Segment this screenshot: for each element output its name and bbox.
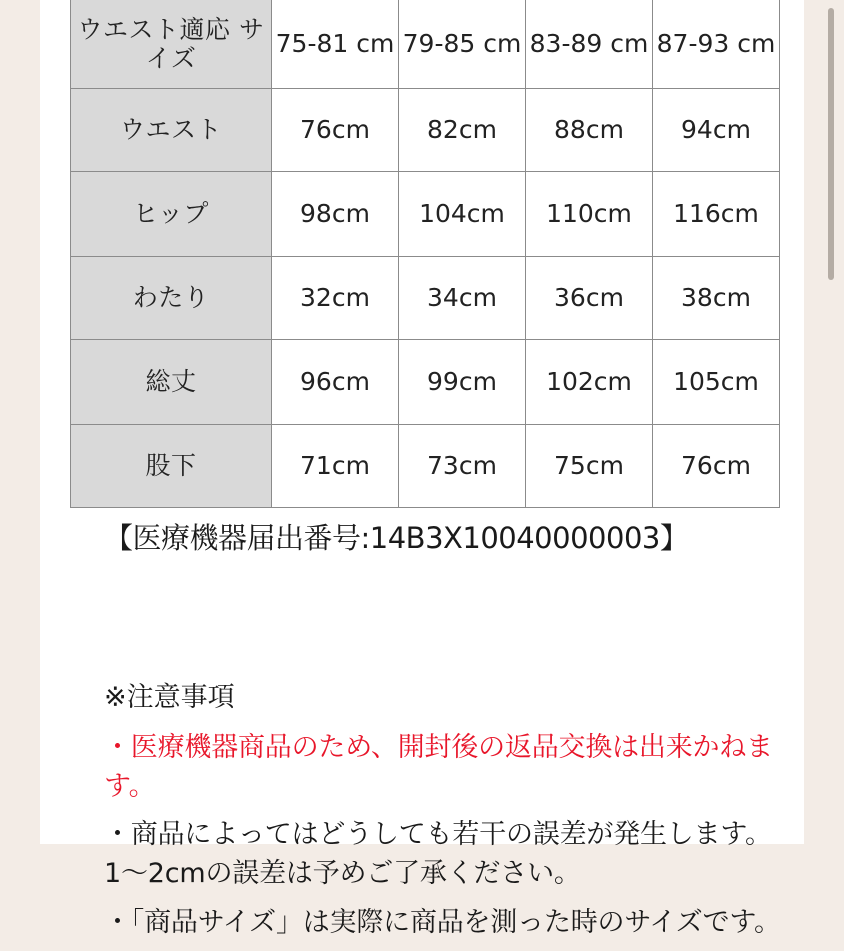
table-cell: 38cm xyxy=(653,257,780,340)
table-row-header: ウエスト適応 サイズ xyxy=(71,0,272,89)
table-cell: 32cm xyxy=(272,257,399,340)
table-cell: 98cm xyxy=(272,172,399,257)
table-cell: 99cm xyxy=(399,340,526,425)
table-cell: 116cm xyxy=(653,172,780,257)
document-sheet xyxy=(40,0,804,938)
table-row-header: 総丈 xyxy=(71,340,272,425)
table-cell: 88cm xyxy=(526,89,653,172)
table-row xyxy=(71,340,780,425)
table-cell: 87-93 cm xyxy=(653,0,780,89)
scrollbar-thumb[interactable] xyxy=(828,8,834,280)
document-content xyxy=(70,0,780,951)
size-table-body xyxy=(71,0,780,508)
table-row-header: ヒップ xyxy=(71,172,272,257)
table-cell: 34cm xyxy=(399,257,526,340)
table-cell: 83-89 cm xyxy=(526,0,653,89)
notes-section xyxy=(104,675,814,942)
table-cell: 73cm xyxy=(399,425,526,508)
size-table xyxy=(70,0,780,508)
table-cell: 75-81 cm xyxy=(272,0,399,89)
table-row xyxy=(71,257,780,340)
table-row xyxy=(71,89,780,172)
table-cell: 102cm xyxy=(526,340,653,425)
table-row-header: 股下 xyxy=(71,425,272,508)
table-cell: 96cm xyxy=(272,340,399,425)
scrollbar-track[interactable] xyxy=(833,0,839,844)
table-row xyxy=(71,172,780,257)
note-line-measurement-tolerance: ・商品によってはどうしても若干の誤差が発生します。1〜2cmの誤差は予めご了承ください。 xyxy=(104,819,772,890)
table-cell: 104cm xyxy=(399,172,526,257)
table-cell: 110cm xyxy=(526,172,653,257)
table-cell: 79-85 cm xyxy=(399,0,526,89)
table-cell: 71cm xyxy=(272,425,399,508)
table-row xyxy=(71,0,780,89)
table-row-header: ウエスト xyxy=(71,89,272,172)
table-cell: 76cm xyxy=(653,425,780,508)
note-line-product-size: ・「商品サイズ」は実際に商品を測った時のサイズです。 xyxy=(104,906,781,938)
table-cell: 75cm xyxy=(526,425,653,508)
medical-device-number: 【医療機器届出番号:14B3X10040000003】 xyxy=(104,521,689,555)
note-line-return-policy: ・医療機器商品のため、開封後の返品交換は出来かねます。 xyxy=(104,732,773,803)
table-row-header: わたり xyxy=(71,257,272,340)
table-cell: 94cm xyxy=(653,89,780,172)
table-cell: 105cm xyxy=(653,340,780,425)
notes-title: ※注意事項 xyxy=(104,682,235,713)
table-cell: 36cm xyxy=(526,257,653,340)
table-cell: 82cm xyxy=(399,89,526,172)
table-row xyxy=(71,425,780,508)
table-cell: 76cm xyxy=(272,89,399,172)
